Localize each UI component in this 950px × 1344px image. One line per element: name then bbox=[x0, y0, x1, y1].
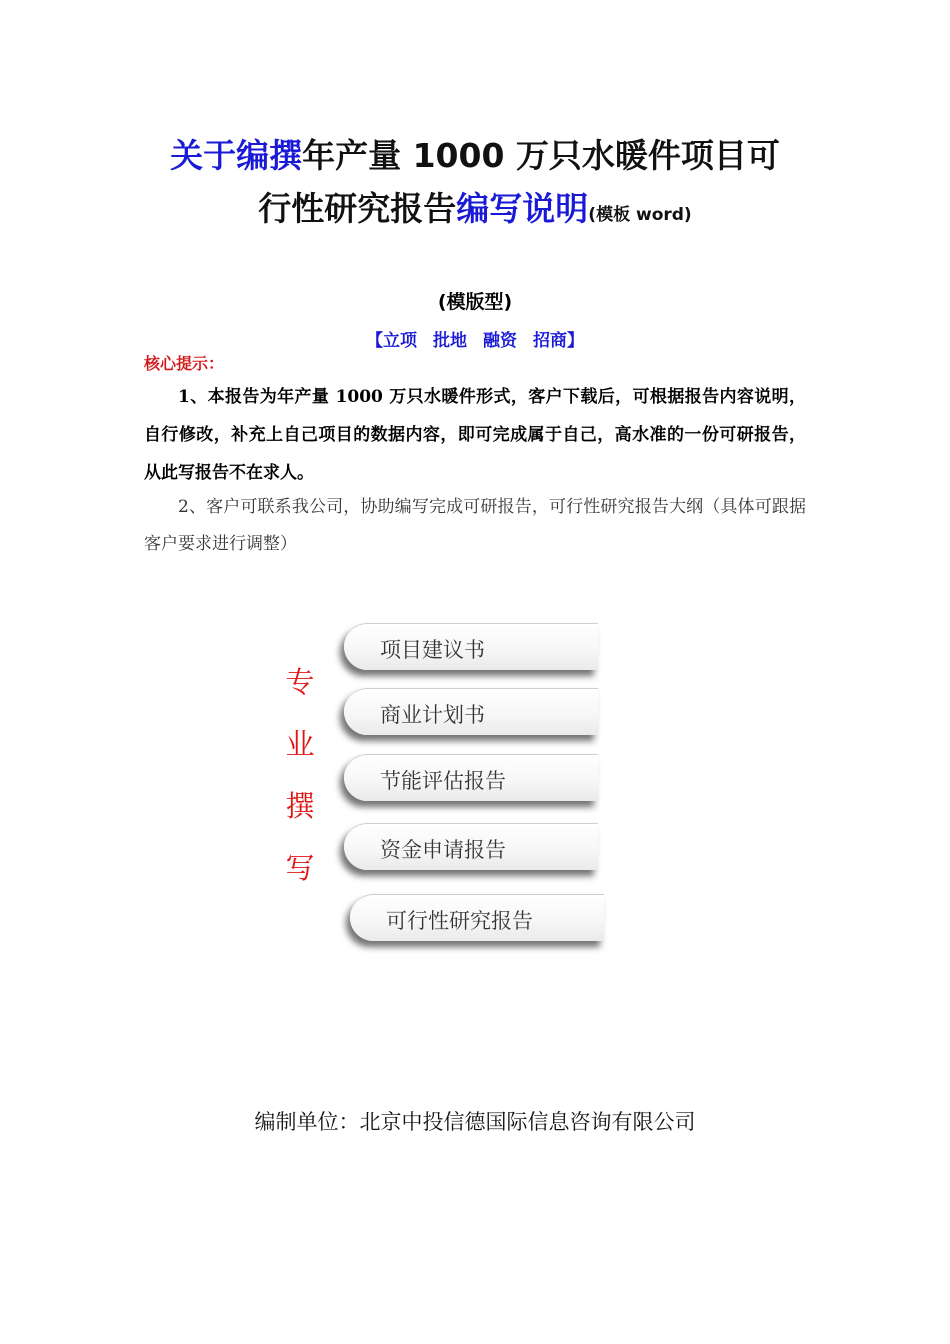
title-highlight-2: 编写说明 bbox=[456, 189, 589, 228]
service-item-feasibility-report[interactable] bbox=[350, 894, 604, 941]
document-title-line-2 bbox=[0, 183, 950, 230]
service-item-label: 节能评估报告 bbox=[380, 769, 506, 793]
slogan-char: 业 bbox=[285, 727, 315, 761]
core-paragraph-2: 2、客户可联系我公司，协助编写完成可研报告，可行性研究报告大纲（具体可跟据客户要求进行调整） bbox=[144, 497, 806, 554]
tag-item: 招商】 bbox=[533, 331, 584, 351]
vertical-slogan bbox=[280, 660, 320, 908]
slogan-char: 专 bbox=[285, 665, 315, 699]
core-tips-label: 核心提示： bbox=[144, 354, 225, 373]
subtitle: (模版型) bbox=[437, 291, 513, 313]
tag-item: 【立项 bbox=[366, 331, 417, 351]
document-title-line-1 bbox=[0, 130, 950, 177]
tag-line bbox=[0, 326, 950, 351]
slogan-char: 写 bbox=[285, 851, 315, 885]
service-item-label: 可行性研究报告 bbox=[386, 909, 533, 933]
service-item-business-plan[interactable] bbox=[344, 688, 598, 735]
service-item-label: 资金申请报告 bbox=[380, 838, 506, 862]
service-item-label: 商业计划书 bbox=[380, 703, 485, 727]
slogan-char: 撰 bbox=[285, 789, 315, 823]
service-item-fund-application[interactable] bbox=[344, 823, 598, 870]
service-item-energy-assessment[interactable] bbox=[344, 754, 598, 801]
service-item-label: 项目建议书 bbox=[380, 638, 485, 662]
title-text-2: 行性研究报告 bbox=[258, 189, 457, 228]
footer-organization: 编制单位：北京中投信德国际信息咨询有限公司 bbox=[254, 1110, 696, 1134]
title-note: (模板 word) bbox=[588, 205, 692, 225]
tag-item: 批地 bbox=[433, 331, 467, 351]
tag-item: 融资 bbox=[483, 331, 517, 351]
title-highlight-1: 关于编撰 bbox=[170, 136, 303, 175]
title-text-1: 年产量 1000 万只水暖件项目可 bbox=[302, 136, 780, 175]
core-paragraph-1: 1、本报告为年产量 1000 万只水暖件形式，客户下载后，可根据报告内容说明，自行修改，补充上自己项目的数据内容，即可完成属于自己，高水准的一份可研报告，从此写报告不在求人。 bbox=[144, 387, 806, 483]
service-item-project-proposal[interactable] bbox=[344, 623, 598, 670]
